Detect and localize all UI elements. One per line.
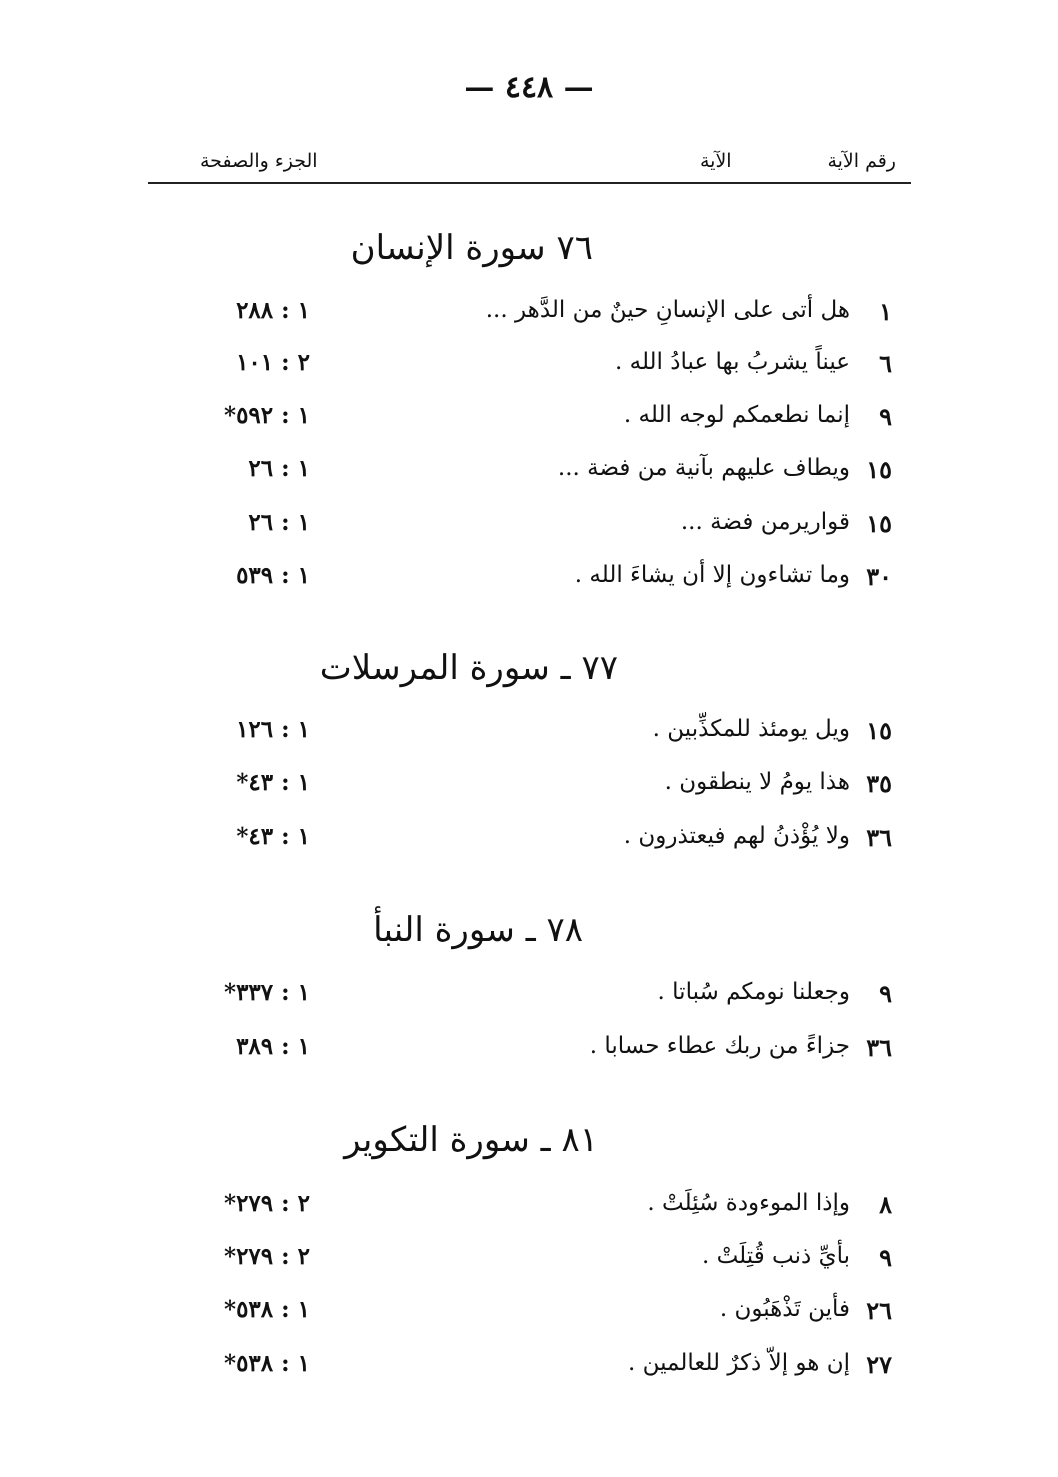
- table-row: [0, 402, 1058, 442]
- verse-number: ١٥: [866, 455, 892, 484]
- page-number: — ٤٤٨ —: [464, 70, 594, 105]
- part-page-ref: ٢ : ٢٧٩*: [224, 1243, 310, 1270]
- verse-text: عيناً يشربُ بها عبادُ الله .: [614, 349, 850, 375]
- part-page-ref: ١ : ٣٣٧*: [224, 979, 310, 1006]
- part-page-ref: ١ : ٤٣*: [236, 769, 310, 796]
- table-row: [0, 349, 1058, 389]
- verse-number: ٢٧: [866, 1350, 892, 1379]
- part-page-ref: ١ : ١٢٦: [236, 716, 310, 743]
- verse-text: فأين تَذْهَبُون .: [719, 1296, 850, 1322]
- part-page-ref: ١ : ٤٣*: [236, 823, 310, 850]
- part-page-ref: ١ : ٥٩٢*: [224, 402, 310, 429]
- part-page-ref: ١ : ٢٦: [248, 455, 310, 482]
- table-row: [0, 1033, 1058, 1073]
- column-header-part-page: الجزء والصفحة: [200, 150, 318, 172]
- table-row: [0, 823, 1058, 863]
- verse-text: ولا يُؤْذنُ لهم فيعتذرون .: [623, 823, 850, 849]
- verse-number: ٩: [879, 1243, 892, 1272]
- table-row: [0, 509, 1058, 549]
- verse-text: إنما نطعمكم لوجه الله .: [623, 402, 850, 428]
- table-row: [0, 1243, 1058, 1283]
- table-row: [0, 716, 1058, 756]
- header-divider: [148, 182, 911, 184]
- verse-text: إن هو إلاّ ذكرٌ للعالمين .: [627, 1350, 850, 1376]
- verse-text: وما تشاءون إلا أن يشاءَ الله .: [574, 562, 850, 588]
- table-row: [0, 455, 1058, 495]
- table-row: [0, 769, 1058, 809]
- verse-text: قواريرمن فضة ...: [680, 509, 850, 535]
- verse-text: ويطاف عليهم بآنية من فضة ...: [557, 455, 850, 481]
- table-row: [0, 562, 1058, 602]
- verse-number: ٣٠: [866, 562, 892, 591]
- verse-text: ويل يومئذ للمكذِّبين .: [652, 716, 850, 742]
- verse-number: ٢٦: [866, 1296, 892, 1325]
- table-row: [0, 1350, 1058, 1390]
- verse-text: وإذا الموءودة سُئِلَتْ .: [647, 1190, 850, 1216]
- part-page-ref: ١ : ٢٨٨: [236, 297, 310, 324]
- verse-text: هل أتى على الإنسانِ حينٌ من الدَّهر ...: [485, 297, 850, 323]
- verse-text: جزاءً من ربك عطاء حسابا .: [589, 1033, 850, 1059]
- part-page-ref: ٢ : ٢٧٩*: [224, 1190, 310, 1217]
- surah-title: ٧٦ سورة الإنسان: [350, 228, 593, 268]
- table-row: [0, 1190, 1058, 1230]
- verse-number: ٣٦: [866, 1033, 892, 1062]
- part-page-ref: ١ : ٢٦: [248, 509, 310, 536]
- verse-number: ٣٥: [866, 769, 892, 798]
- verse-number: ٨: [879, 1190, 892, 1219]
- part-page-ref: ٢ : ١٠١: [236, 349, 310, 376]
- column-header-ayah: الآية: [700, 150, 732, 172]
- verse-text: وجعلنا نومكم سُباتا .: [657, 979, 850, 1005]
- surah-title: ٨١ ـ سورة التكوير: [344, 1120, 598, 1160]
- part-page-ref: ١ : ٥٣٨*: [224, 1350, 310, 1377]
- surah-title: ٧٨ ـ سورة النبأ: [373, 910, 583, 950]
- verse-number: ٩: [879, 402, 892, 431]
- table-row: [0, 979, 1058, 1019]
- part-page-ref: ١ : ٥٣٩: [236, 562, 310, 589]
- verse-number: ١٥: [866, 509, 892, 538]
- verse-number: ١: [879, 297, 892, 326]
- verse-number: ٦: [879, 349, 892, 378]
- verse-number: ١٥: [866, 716, 892, 745]
- verse-number: ٣٦: [866, 823, 892, 852]
- verse-text: بأيِّ ذنب قُتِلَتْ .: [701, 1243, 850, 1269]
- verse-text: هذا يومُ لا ينطقون .: [664, 769, 850, 795]
- surah-title: ٧٧ ـ سورة المرسلات: [319, 648, 618, 688]
- verse-number: ٩: [879, 979, 892, 1008]
- part-page-ref: ١ : ٥٣٨*: [224, 1296, 310, 1323]
- table-row: [0, 297, 1058, 337]
- table-row: [0, 1296, 1058, 1336]
- column-header-ayah-number: رقم الآية: [827, 150, 896, 172]
- part-page-ref: ١ : ٣٨٩: [236, 1033, 310, 1060]
